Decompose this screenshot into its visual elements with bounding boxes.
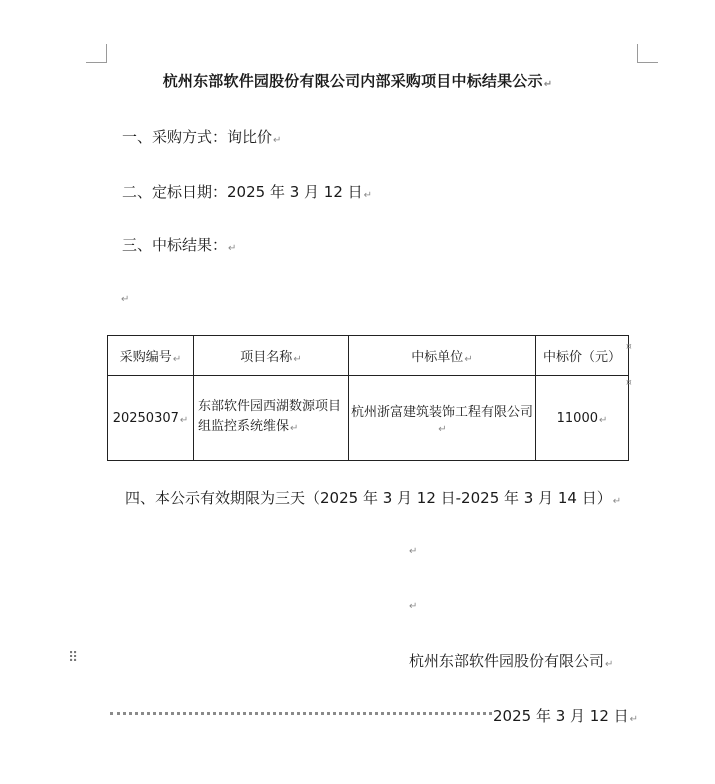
paragraph-mark-icon: ↵: [363, 190, 373, 201]
table-header-row: [108, 336, 629, 376]
signature-company: 杭州东部软件园股份有限公司↵: [409, 652, 614, 670]
tab-leader-dots: [110, 712, 492, 715]
paragraph-mark-icon: ↵: [273, 135, 282, 146]
row-end-mark-icon: ¤: [626, 378, 632, 388]
award-date-line: 二、定标日期：2025 年 3 月 12 日↵: [122, 183, 373, 201]
paragraph-mark-icon: ↵: [612, 496, 622, 507]
paragraph-mark-icon: ↵: [172, 354, 182, 365]
paragraph-mark-icon: ↵: [290, 423, 299, 434]
validity-line: 四、本公示有效期限为三天（2025 年 3 月 12 日-2025 年 3 月 14 日）↵: [125, 489, 622, 507]
table-header-cell[interactable]: 中标价（元）: [536, 336, 629, 376]
paragraph-mark-icon: ↵: [293, 354, 302, 365]
table-cell-winner[interactable]: 杭州浙富建筑装饰工程有限公司↵: [349, 376, 536, 461]
row-end-mark-icon: ¤: [626, 342, 632, 352]
drag-handle-icon[interactable]: ⠿: [68, 650, 79, 666]
paragraph-mark-icon: ↵: [598, 414, 608, 426]
table-row: [108, 376, 629, 461]
paragraph-mark-icon: ↵: [228, 243, 237, 254]
table-header-cell[interactable]: 项目名称↵: [194, 336, 349, 376]
crop-mark-top-right: [637, 44, 658, 63]
paragraph-mark-icon: ↵: [409, 601, 418, 612]
signature-date: 2025 年 3 月 12 日↵: [493, 707, 639, 725]
paragraph-mark-icon: ↵: [605, 659, 614, 670]
paragraph-mark-icon: ↵: [629, 714, 639, 725]
table-cell-project[interactable]: 东部软件园西湖数源项目组监控系统维保↵: [194, 376, 349, 461]
table-header-cell[interactable]: 中标单位↵: [349, 336, 536, 376]
table-header-cell[interactable]: 采购编号↵: [108, 336, 194, 376]
crop-mark-top-left: [86, 44, 107, 63]
paragraph-mark-icon: ↵: [464, 354, 473, 365]
paragraph-mark-icon: ↵: [121, 294, 130, 305]
procurement-method-line: 一、采购方式：询比价↵: [122, 128, 282, 146]
paragraph-mark-icon: ↵: [438, 424, 447, 435]
award-result-table: [107, 335, 629, 461]
table-cell-price[interactable]: 11000↵: [536, 376, 629, 461]
paragraph-mark-icon: ↵: [409, 546, 418, 557]
paragraph-mark-icon: ↵: [543, 79, 553, 90]
document-title: 杭州东部软件园股份有限公司内部采购项目中标结果公示↵: [162, 72, 553, 90]
table-cell-number[interactable]: 20250307↵: [108, 376, 194, 461]
result-heading-line: 三、中标结果：↵: [122, 236, 237, 254]
paragraph-mark-icon: ↵: [179, 414, 189, 426]
